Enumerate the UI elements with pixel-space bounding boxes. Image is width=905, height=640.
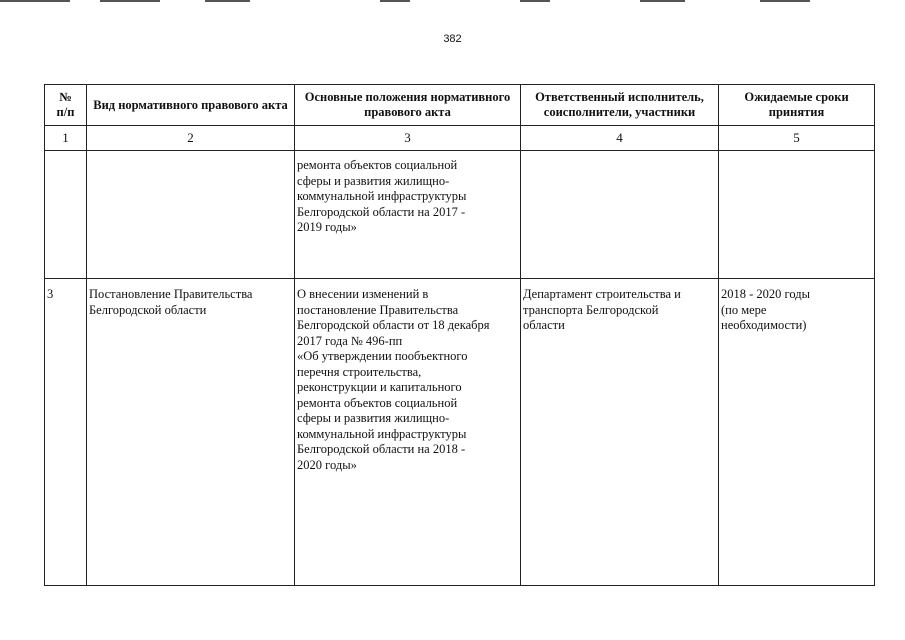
cell-expected-dates: 2018 - 2020 годы (по мере необходимости) bbox=[719, 279, 875, 586]
cell-act-type bbox=[87, 151, 295, 279]
column-number-row bbox=[45, 126, 875, 151]
scan-mark bbox=[760, 0, 810, 2]
scan-mark bbox=[380, 0, 410, 2]
page-number: 382 bbox=[443, 33, 462, 45]
column-number: 3 bbox=[295, 126, 521, 151]
header-number: № п/п bbox=[45, 85, 87, 126]
scan-mark bbox=[640, 0, 685, 2]
header-act-type: Вид нормативного правового акта bbox=[87, 85, 295, 126]
column-number: 2 bbox=[87, 126, 295, 151]
table-row bbox=[45, 279, 875, 586]
cell-number bbox=[45, 151, 87, 279]
scan-mark bbox=[0, 0, 70, 2]
header-responsible: Ответственный исполнитель, соисполнители, участники bbox=[521, 85, 719, 126]
header-expected-dates: Ожидаемые сроки принятия bbox=[719, 85, 875, 126]
normative-acts-table bbox=[44, 84, 875, 586]
table-row bbox=[45, 151, 875, 279]
column-number: 1 bbox=[45, 126, 87, 151]
cell-responsible: Департамент строительства и транспорта Белгородской области bbox=[521, 279, 719, 586]
column-number: 5 bbox=[719, 126, 875, 151]
column-number: 4 bbox=[521, 126, 719, 151]
cell-main-provisions: О внесении изменений в постановление Правительства Белгородской области от 18 декабря 2017 года № 496-пп «Об утверждении пообъектного перечня строительства, реконструкции и капитального ремонта объектов социальной сферы и развития жилищно- коммунальной инфраструктуры Белгородской области на 2018 - 2020 годы» bbox=[295, 279, 521, 586]
cell-main-provisions: ремонта объектов социальной сферы и развития жилищно- коммунальной инфраструктуры Белгородской области на 2017 - 2019 годы» bbox=[295, 151, 521, 279]
scan-mark bbox=[520, 0, 550, 2]
cell-act-type: Постановление Правительства Белгородской области bbox=[87, 279, 295, 586]
cell-responsible bbox=[521, 151, 719, 279]
cell-expected-dates bbox=[719, 151, 875, 279]
table-header-row bbox=[45, 85, 875, 126]
cell-number: 3 bbox=[45, 279, 87, 586]
scan-mark bbox=[205, 0, 250, 2]
scan-mark bbox=[100, 0, 160, 2]
header-main-provisions: Основные положения нормативного правового акта bbox=[295, 85, 521, 126]
